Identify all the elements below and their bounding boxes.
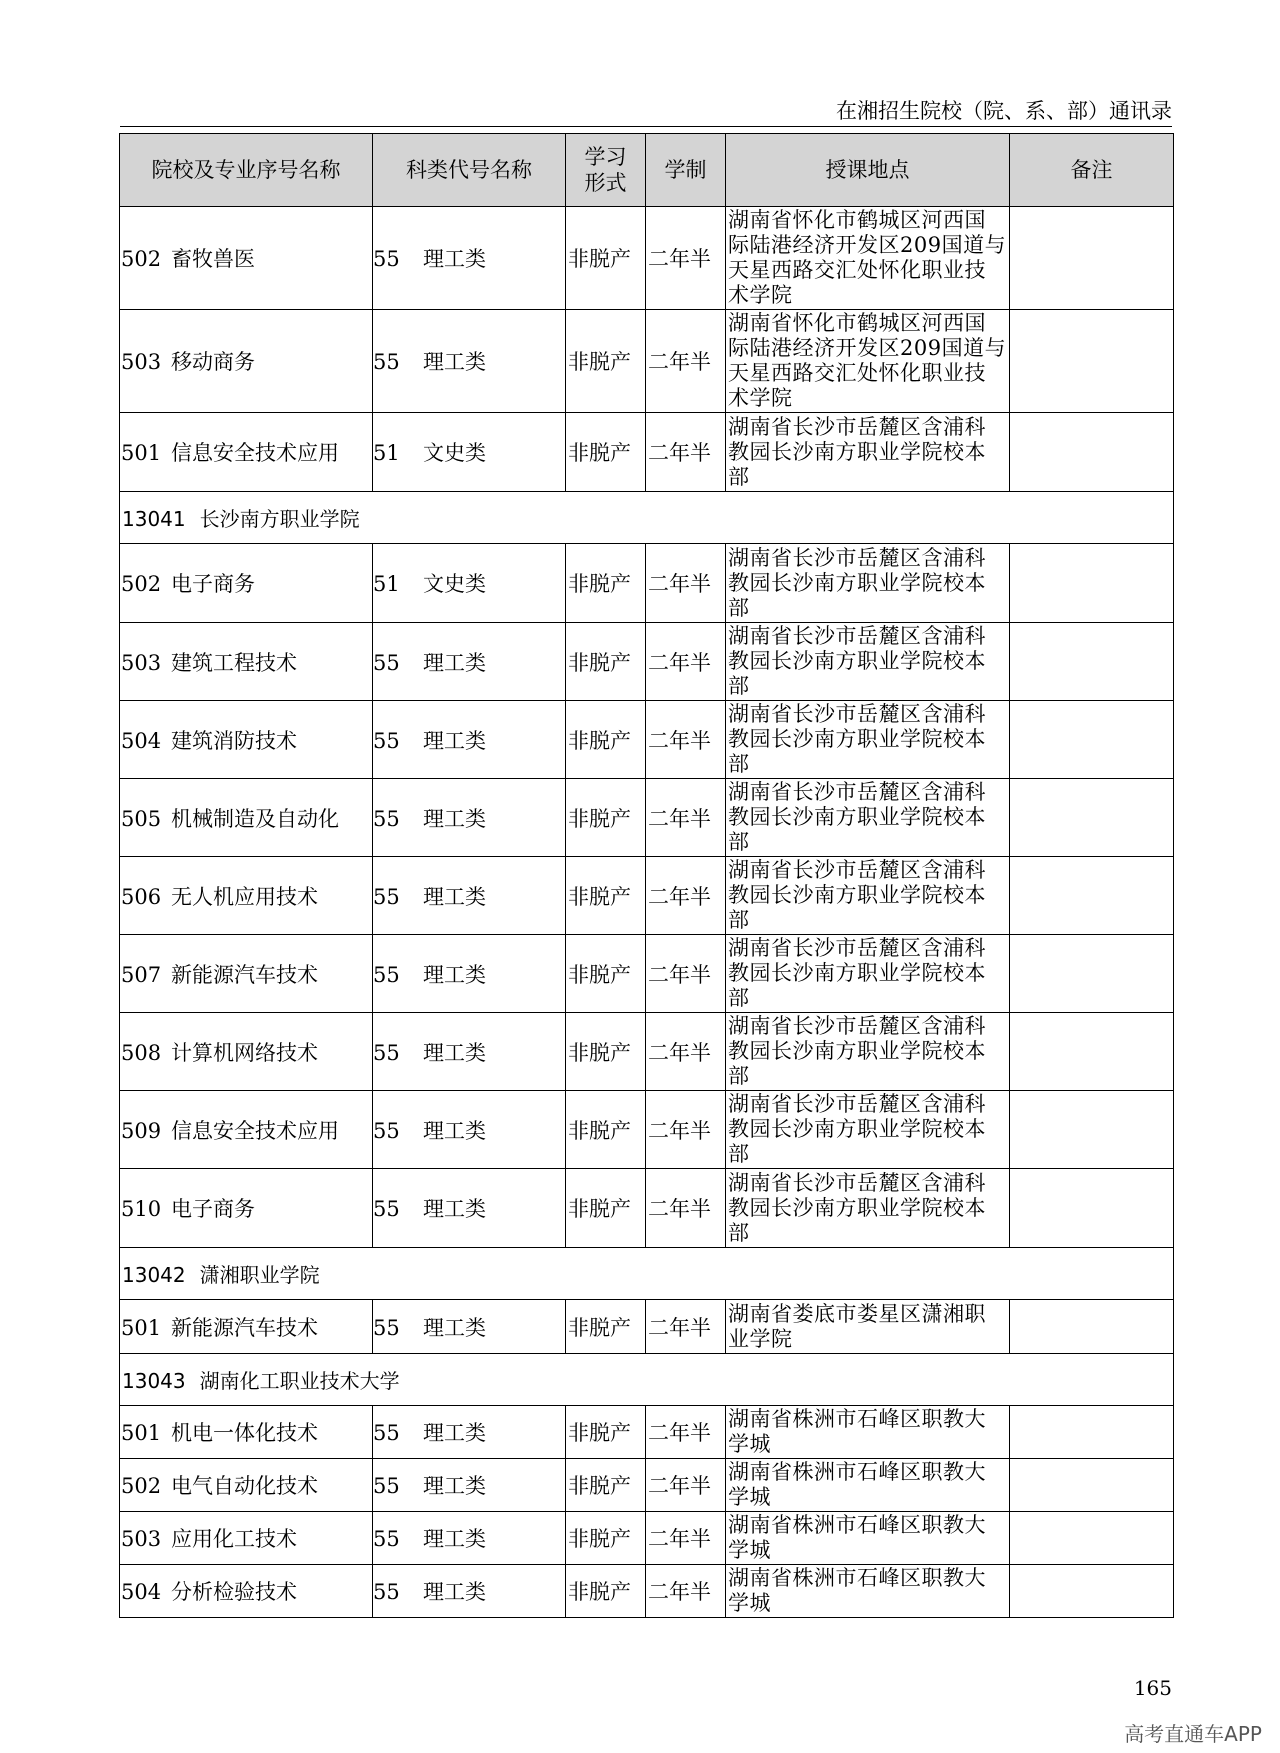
major-cell — [120, 1512, 373, 1565]
duration-cell: 二年半 — [646, 1512, 726, 1565]
study-form-cell: 非脱产 — [566, 623, 646, 701]
table-row — [120, 413, 1174, 492]
col-header-note: 备注 — [1010, 134, 1174, 207]
duration-cell: 二年半 — [646, 1091, 726, 1169]
category-name: 文史类 — [423, 441, 486, 465]
category-code: 55 — [373, 1315, 400, 1340]
table-header-row — [120, 134, 1174, 207]
major-code: 502 — [121, 1474, 162, 1498]
major-code: 502 — [121, 572, 162, 596]
location-cell: 湖南省怀化市鹤城区河西国际陆港经济开发区209国道与天星西路交汇处怀化职业技术学院 — [726, 207, 1010, 310]
location-cell: 湖南省株洲市石峰区职教大学城 — [726, 1406, 1010, 1459]
study-form-cell: 非脱产 — [566, 1565, 646, 1618]
note-cell — [1010, 623, 1174, 701]
major-code: 503 — [121, 650, 162, 675]
major-name: 电子商务 — [171, 572, 255, 596]
study-form-cell: 非脱产 — [566, 1169, 646, 1248]
study-form-cell: 非脱产 — [566, 1091, 646, 1169]
major-code: 502 — [121, 247, 162, 271]
duration-cell: 二年半 — [646, 207, 726, 310]
category-code: 55 — [373, 1580, 400, 1604]
major-cell — [120, 1459, 373, 1512]
major-code: 503 — [121, 350, 162, 374]
category-code: 51 — [373, 441, 400, 465]
major-name: 建筑消防技术 — [171, 728, 297, 753]
category-code: 55 — [373, 1118, 400, 1143]
category-name: 理工类 — [423, 350, 486, 374]
major-code: 510 — [121, 1197, 162, 1221]
category-code: 55 — [373, 1474, 400, 1498]
location-cell: 湖南省长沙市岳麓区含浦科教园长沙南方职业学院校本部 — [726, 935, 1010, 1013]
col-header-study-form: 学习 形式 — [566, 134, 646, 207]
col-header-duration: 学制 — [646, 134, 726, 207]
study-form-cell: 非脱产 — [566, 701, 646, 779]
table-row — [120, 207, 1174, 310]
duration-cell: 二年半 — [646, 1169, 726, 1248]
major-cell — [120, 1300, 373, 1354]
category-name: 文史类 — [423, 572, 486, 596]
note-cell — [1010, 1169, 1174, 1248]
major-code: 509 — [121, 1118, 162, 1143]
category-cell — [373, 1406, 566, 1459]
category-name: 理工类 — [423, 884, 486, 909]
table-row — [120, 779, 1174, 857]
note-cell — [1010, 413, 1174, 492]
major-code: 507 — [121, 962, 162, 987]
table-row — [120, 623, 1174, 701]
major-name: 应用化工技术 — [171, 1527, 297, 1551]
location-cell: 湖南省长沙市岳麓区含浦科教园长沙南方职业学院校本部 — [726, 413, 1010, 492]
study-form-cell: 非脱产 — [566, 413, 646, 492]
table-row — [120, 857, 1174, 935]
category-code: 55 — [373, 247, 400, 271]
table-row — [120, 701, 1174, 779]
major-code: 501 — [121, 1315, 162, 1340]
category-cell — [373, 310, 566, 413]
major-cell — [120, 1013, 373, 1091]
study-form-cell: 非脱产 — [566, 310, 646, 413]
duration-cell: 二年半 — [646, 1406, 726, 1459]
duration-cell: 二年半 — [646, 857, 726, 935]
duration-cell: 二年半 — [646, 935, 726, 1013]
study-form-cell: 非脱产 — [566, 779, 646, 857]
table-row — [120, 1091, 1174, 1169]
institution-heading — [120, 492, 1174, 544]
institution-heading — [120, 1354, 1174, 1406]
duration-cell: 二年半 — [646, 310, 726, 413]
category-code: 55 — [373, 1040, 400, 1065]
major-cell — [120, 207, 373, 310]
major-name: 无人机应用技术 — [171, 884, 318, 909]
note-cell — [1010, 1300, 1174, 1354]
institution-name: 湖南化工职业技术大学 — [199, 1369, 400, 1393]
col-header-category: 科类代号名称 — [373, 134, 566, 207]
page-number: 165 — [1133, 1676, 1172, 1700]
major-cell — [120, 544, 373, 623]
major-name: 电子商务 — [171, 1197, 255, 1221]
major-code: 504 — [121, 728, 162, 753]
major-cell — [120, 779, 373, 857]
enrollment-table — [119, 133, 1174, 1618]
section-row — [120, 1248, 1174, 1300]
institution-code: 13042 — [122, 1263, 186, 1287]
major-cell — [120, 413, 373, 492]
note-cell — [1010, 857, 1174, 935]
major-code: 504 — [121, 1580, 162, 1604]
category-code: 55 — [373, 962, 400, 987]
category-cell — [373, 207, 566, 310]
location-cell: 湖南省长沙市岳麓区含浦科教园长沙南方职业学院校本部 — [726, 1169, 1010, 1248]
col-header-major: 院校及专业序号名称 — [120, 134, 373, 207]
duration-cell: 二年半 — [646, 1565, 726, 1618]
category-name: 理工类 — [423, 1315, 486, 1340]
major-name: 新能源汽车技术 — [171, 1315, 318, 1340]
major-code: 503 — [121, 1527, 162, 1551]
location-cell: 湖南省怀化市鹤城区河西国际陆港经济开发区209国道与天星西路交汇处怀化职业技术学院 — [726, 310, 1010, 413]
category-cell — [373, 1512, 566, 1565]
major-name: 计算机网络技术 — [171, 1040, 318, 1065]
table-row — [120, 935, 1174, 1013]
category-code: 55 — [373, 350, 400, 374]
category-code: 55 — [373, 1421, 400, 1445]
note-cell — [1010, 207, 1174, 310]
major-name: 新能源汽车技术 — [171, 962, 318, 987]
major-code: 505 — [121, 806, 162, 831]
category-code: 55 — [373, 884, 400, 909]
category-code: 55 — [373, 1527, 400, 1551]
duration-cell: 二年半 — [646, 544, 726, 623]
major-cell — [120, 1169, 373, 1248]
duration-cell: 二年半 — [646, 623, 726, 701]
major-name: 分析检验技术 — [171, 1580, 297, 1604]
major-code: 501 — [121, 1421, 162, 1445]
note-cell — [1010, 1013, 1174, 1091]
institution-name: 长沙南方职业学院 — [199, 507, 360, 531]
major-name: 机电一体化技术 — [171, 1421, 318, 1445]
note-cell — [1010, 779, 1174, 857]
study-form-cell: 非脱产 — [566, 544, 646, 623]
category-name: 理工类 — [423, 1118, 486, 1143]
col-header-location: 授课地点 — [726, 134, 1010, 207]
major-cell — [120, 935, 373, 1013]
category-cell — [373, 1013, 566, 1091]
category-cell — [373, 1300, 566, 1354]
study-form-cell: 非脱产 — [566, 1512, 646, 1565]
category-name: 理工类 — [423, 806, 486, 831]
category-cell — [373, 779, 566, 857]
note-cell — [1010, 544, 1174, 623]
table-row — [120, 544, 1174, 623]
major-code: 506 — [121, 884, 162, 909]
category-cell — [373, 935, 566, 1013]
major-name: 信息安全技术应用 — [171, 1118, 339, 1143]
study-form-cell: 非脱产 — [566, 1300, 646, 1354]
category-name: 理工类 — [423, 1040, 486, 1065]
table-row — [120, 1300, 1174, 1354]
category-name: 理工类 — [423, 1474, 486, 1498]
duration-cell: 二年半 — [646, 413, 726, 492]
table-row — [120, 310, 1174, 413]
major-code: 501 — [121, 441, 162, 465]
study-form-cell: 非脱产 — [566, 857, 646, 935]
location-cell: 湖南省长沙市岳麓区含浦科教园长沙南方职业学院校本部 — [726, 701, 1010, 779]
duration-cell: 二年半 — [646, 779, 726, 857]
note-cell — [1010, 935, 1174, 1013]
section-row — [120, 1354, 1174, 1406]
category-code: 55 — [373, 1197, 400, 1221]
category-cell — [373, 1459, 566, 1512]
duration-cell: 二年半 — [646, 1300, 726, 1354]
note-cell — [1010, 1512, 1174, 1565]
institution-name: 潇湘职业学院 — [199, 1263, 320, 1287]
study-form-cell: 非脱产 — [566, 1013, 646, 1091]
study-form-cell: 非脱产 — [566, 935, 646, 1013]
category-name: 理工类 — [423, 650, 486, 675]
major-name: 机械制造及自动化 — [171, 806, 339, 831]
category-name: 理工类 — [423, 962, 486, 987]
table-row — [120, 1512, 1174, 1565]
institution-code: 13041 — [122, 507, 186, 531]
duration-cell: 二年半 — [646, 1459, 726, 1512]
running-header: 在湘招生院校（院、系、部）通讯录 — [836, 99, 1172, 123]
major-cell — [120, 623, 373, 701]
major-cell — [120, 1565, 373, 1618]
category-name: 理工类 — [423, 1580, 486, 1604]
location-cell: 湖南省株洲市石峰区职教大学城 — [726, 1512, 1010, 1565]
watermark: 高考直通车APP — [1124, 1722, 1262, 1746]
note-cell — [1010, 1565, 1174, 1618]
header-rule — [120, 126, 1172, 127]
note-cell — [1010, 310, 1174, 413]
duration-cell: 二年半 — [646, 1013, 726, 1091]
study-form-cell: 非脱产 — [566, 1406, 646, 1459]
note-cell — [1010, 1091, 1174, 1169]
note-cell — [1010, 1459, 1174, 1512]
major-name: 电气自动化技术 — [171, 1474, 318, 1498]
note-cell — [1010, 701, 1174, 779]
study-form-cell: 非脱产 — [566, 1459, 646, 1512]
major-name: 建筑工程技术 — [171, 650, 297, 675]
major-name: 移动商务 — [171, 350, 255, 374]
location-cell: 湖南省长沙市岳麓区含浦科教园长沙南方职业学院校本部 — [726, 857, 1010, 935]
category-name: 理工类 — [423, 728, 486, 753]
category-cell — [373, 1091, 566, 1169]
section-row — [120, 492, 1174, 544]
location-cell: 湖南省株洲市石峰区职教大学城 — [726, 1459, 1010, 1512]
major-name: 畜牧兽医 — [171, 247, 255, 271]
location-cell: 湖南省娄底市娄星区潇湘职业学院 — [726, 1300, 1010, 1354]
category-cell — [373, 1565, 566, 1618]
location-cell: 湖南省长沙市岳麓区含浦科教园长沙南方职业学院校本部 — [726, 1091, 1010, 1169]
category-name: 理工类 — [423, 1197, 486, 1221]
category-name: 理工类 — [423, 1527, 486, 1551]
location-cell: 湖南省长沙市岳麓区含浦科教园长沙南方职业学院校本部 — [726, 623, 1010, 701]
major-name: 信息安全技术应用 — [171, 441, 339, 465]
category-cell — [373, 544, 566, 623]
table-row — [120, 1406, 1174, 1459]
duration-cell: 二年半 — [646, 701, 726, 779]
category-code: 55 — [373, 806, 400, 831]
table-row — [120, 1459, 1174, 1512]
institution-code: 13043 — [122, 1369, 186, 1393]
major-code: 508 — [121, 1040, 162, 1065]
major-cell — [120, 310, 373, 413]
table-row — [120, 1565, 1174, 1618]
major-cell — [120, 1406, 373, 1459]
location-cell: 湖南省长沙市岳麓区含浦科教园长沙南方职业学院校本部 — [726, 779, 1010, 857]
category-name: 理工类 — [423, 247, 486, 271]
location-cell: 湖南省株洲市石峰区职教大学城 — [726, 1565, 1010, 1618]
category-cell — [373, 413, 566, 492]
category-code: 51 — [373, 572, 400, 596]
category-cell — [373, 623, 566, 701]
category-code: 55 — [373, 650, 400, 675]
category-cell — [373, 701, 566, 779]
table-row — [120, 1013, 1174, 1091]
location-cell: 湖南省长沙市岳麓区含浦科教园长沙南方职业学院校本部 — [726, 544, 1010, 623]
institution-heading — [120, 1248, 1174, 1300]
study-form-cell: 非脱产 — [566, 207, 646, 310]
category-code: 55 — [373, 728, 400, 753]
category-cell — [373, 857, 566, 935]
category-name: 理工类 — [423, 1421, 486, 1445]
location-cell: 湖南省长沙市岳麓区含浦科教园长沙南方职业学院校本部 — [726, 1013, 1010, 1091]
major-cell — [120, 857, 373, 935]
major-cell — [120, 1091, 373, 1169]
table-row — [120, 1169, 1174, 1248]
category-cell — [373, 1169, 566, 1248]
major-cell — [120, 701, 373, 779]
note-cell — [1010, 1406, 1174, 1459]
